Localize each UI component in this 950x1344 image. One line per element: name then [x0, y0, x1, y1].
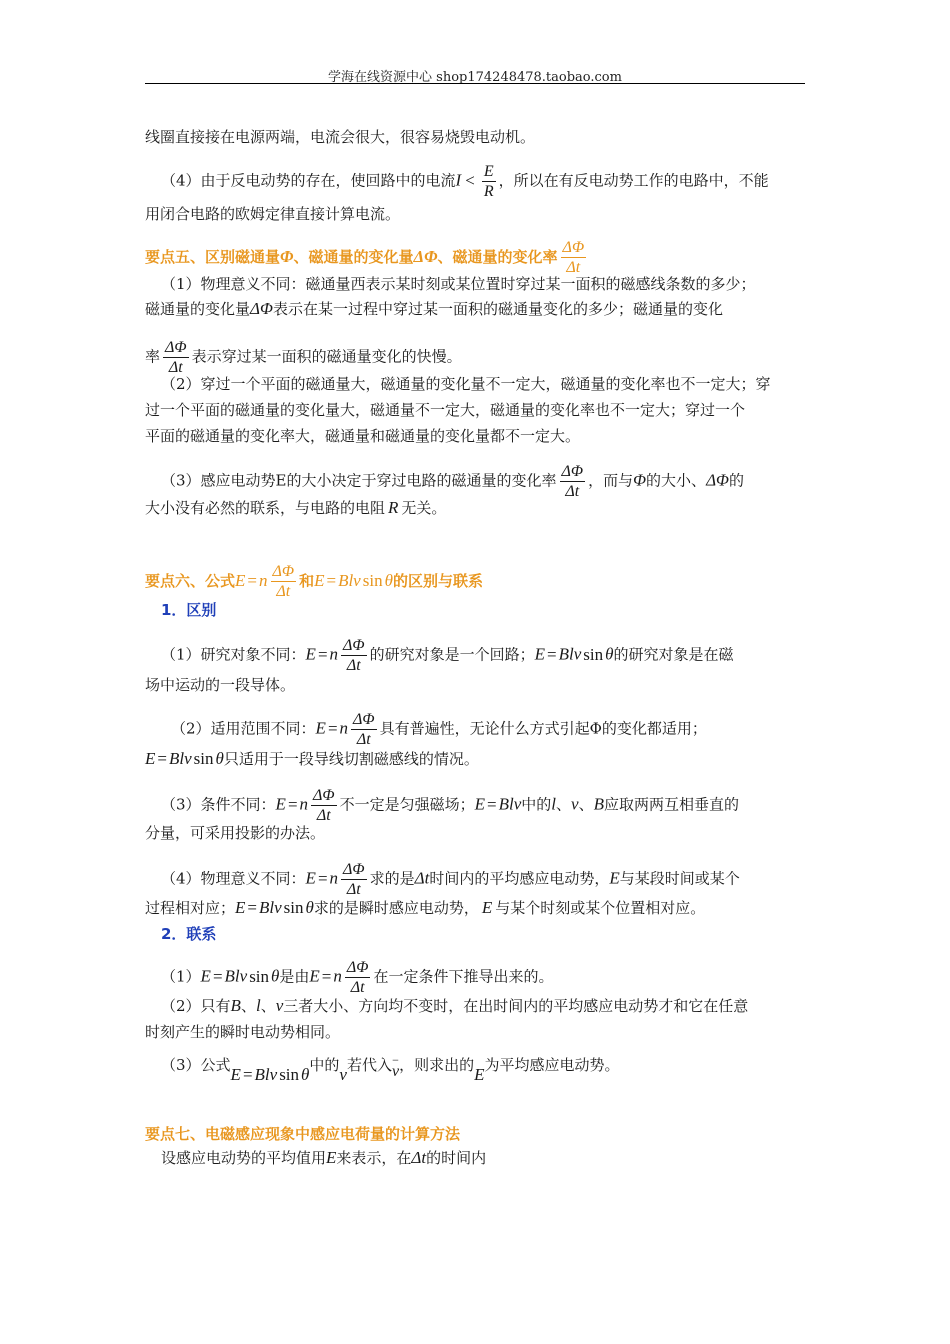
heading-point-7: 要点七、电磁感应现象中感应电荷量的计算方法 [145, 1125, 461, 1143]
paragraph-back-emf-2: 用闭合电路的欧姆定律直接计算电流。 [145, 205, 401, 223]
paragraph-6-4b: 过程相对应；E = Blv sin θ求的是瞬时感应电动势， E 与某个时刻或某个位置相对应。 [145, 898, 706, 917]
heading-point-6: 要点六、公式E = n $\frac{\Delta\Phi}{\Delta t}$ 和E = Blv sin θ的区别与联系 [145, 563, 483, 600]
paragraph-6-1b: 场中运动的一段导体。 [145, 676, 296, 694]
paragraph-5-2b: 过一个平面的磁通量的变化量大，磁通量不一定大，磁通量的变化率也不一定大；穿过一个 [145, 401, 746, 419]
paragraph-6-1a: （1）研究对象不同：E = n $\frac{\Delta\Phi}{\Delta t}$ 的研究对象是一个回路；E = Blv sin θ的研究对象是在磁 [161, 637, 734, 674]
paragraph-6-3a: （3）条件不同：E = n $\frac{\Delta\Phi}{\Delta t}$ 不一定是匀强磁场；E = Blv中的l、v、B应取两两互相垂直的 [161, 787, 739, 824]
heading-point-5: 要点五、区别磁通量Φ、磁通量的变化量ΔΦ、磁通量的变化率 $\frac{\Delta\Phi}{\Delta t}$ [145, 239, 585, 276]
paragraph-7-1: （1）E = Blv sin θ是由E = n $\frac{\Delta\Phi}{\Delta t}$ 在一定条件下推导出来的。 [161, 959, 554, 996]
paragraph-6-2b: E = Blv sin θ只适用于一段导线切割磁感线的情况。 [145, 749, 479, 768]
paragraph-5-1c: 率 $\frac{\Delta\Phi}{\Delta t}$ 表示穿过某一面积的磁通量变化的快慢。 [145, 339, 462, 376]
page-header: 学海在线资源中心 shop174248478.taobao.com [328, 70, 622, 85]
paragraph-5-3a: （3）感应电动势E的大小决定于穿过电路的磁通量的变化率 $\frac{\Delta\Phi}{\Delta t}$ ，而与Φ的大小、ΔΦ的 [161, 463, 744, 500]
subheading-relation: 2．联系 [161, 925, 217, 943]
paragraph-7-3: （3）公式E = Blv sin θ中的v若代入 − v ，则求出的E为平均感应电动势。 [161, 1053, 620, 1084]
paragraph-6-2a: （2）适用范围不同：E = n $\frac{\Delta\Phi}{\Delta t}$ 具有普遍性，无论什么方式引起Φ的变化都适用； [171, 711, 707, 748]
paragraph-5-2c: 平面的磁通量的变化率大，磁通量和磁通量的变化量都不一定大。 [145, 427, 581, 445]
v-bar: − v [391, 1053, 400, 1080]
subheading-difference: 1．区别 [161, 601, 217, 619]
paragraph-6-4a: （4）物理意义不同：E = n $\frac{\Delta\Phi}{\Delta t}$ 求的是Δt时间内的平均感应电动势，E与某段时间或某个 [161, 861, 740, 898]
paragraph-5-1b: 磁通量的变化量ΔΦ表示在某一过程中穿过某一面积的磁通量变化的多少；磁通量的变化 [145, 299, 723, 318]
header-rule [145, 83, 805, 84]
paragraph-7-2b: 时刻产生的瞬时电动势相同。 [145, 1023, 341, 1041]
paragraph-6-3b: 分量，可采用投影的办法。 [145, 824, 326, 842]
paragraph-back-emf: （4）由于反电动势的存在，使回路中的电流I < $\frac{E}{R}$ ，所以在有反电动势工作的电路中，不能 [161, 163, 769, 200]
paragraph-5-1a: （1）物理意义不同：磁通量西表示某时刻或某位置时穿过某一面积的磁感线条数的多少； [161, 275, 756, 293]
paragraph-5-2a: （2）穿过一个平面的磁通量大，磁通量的变化量不一定大，磁通量的变化率也不一定大；穿 [161, 375, 771, 393]
paragraph-7-2a: （2）只有B、l、v三者大小、方向均不变时，在出时间内的平均感应电动势才和它在任意 [161, 996, 749, 1015]
paragraph-5-3b: 大小没有必然的联系，与电路的电阻 R 无关。 [145, 498, 447, 517]
paragraph-continuation: 线圈直接接在电源两端，电流会很大，很容易烧毁电动机。 [145, 128, 536, 146]
paragraph-8: 设感应电动势的平均值用E来表示，在Δt的时间内 [161, 1148, 487, 1167]
